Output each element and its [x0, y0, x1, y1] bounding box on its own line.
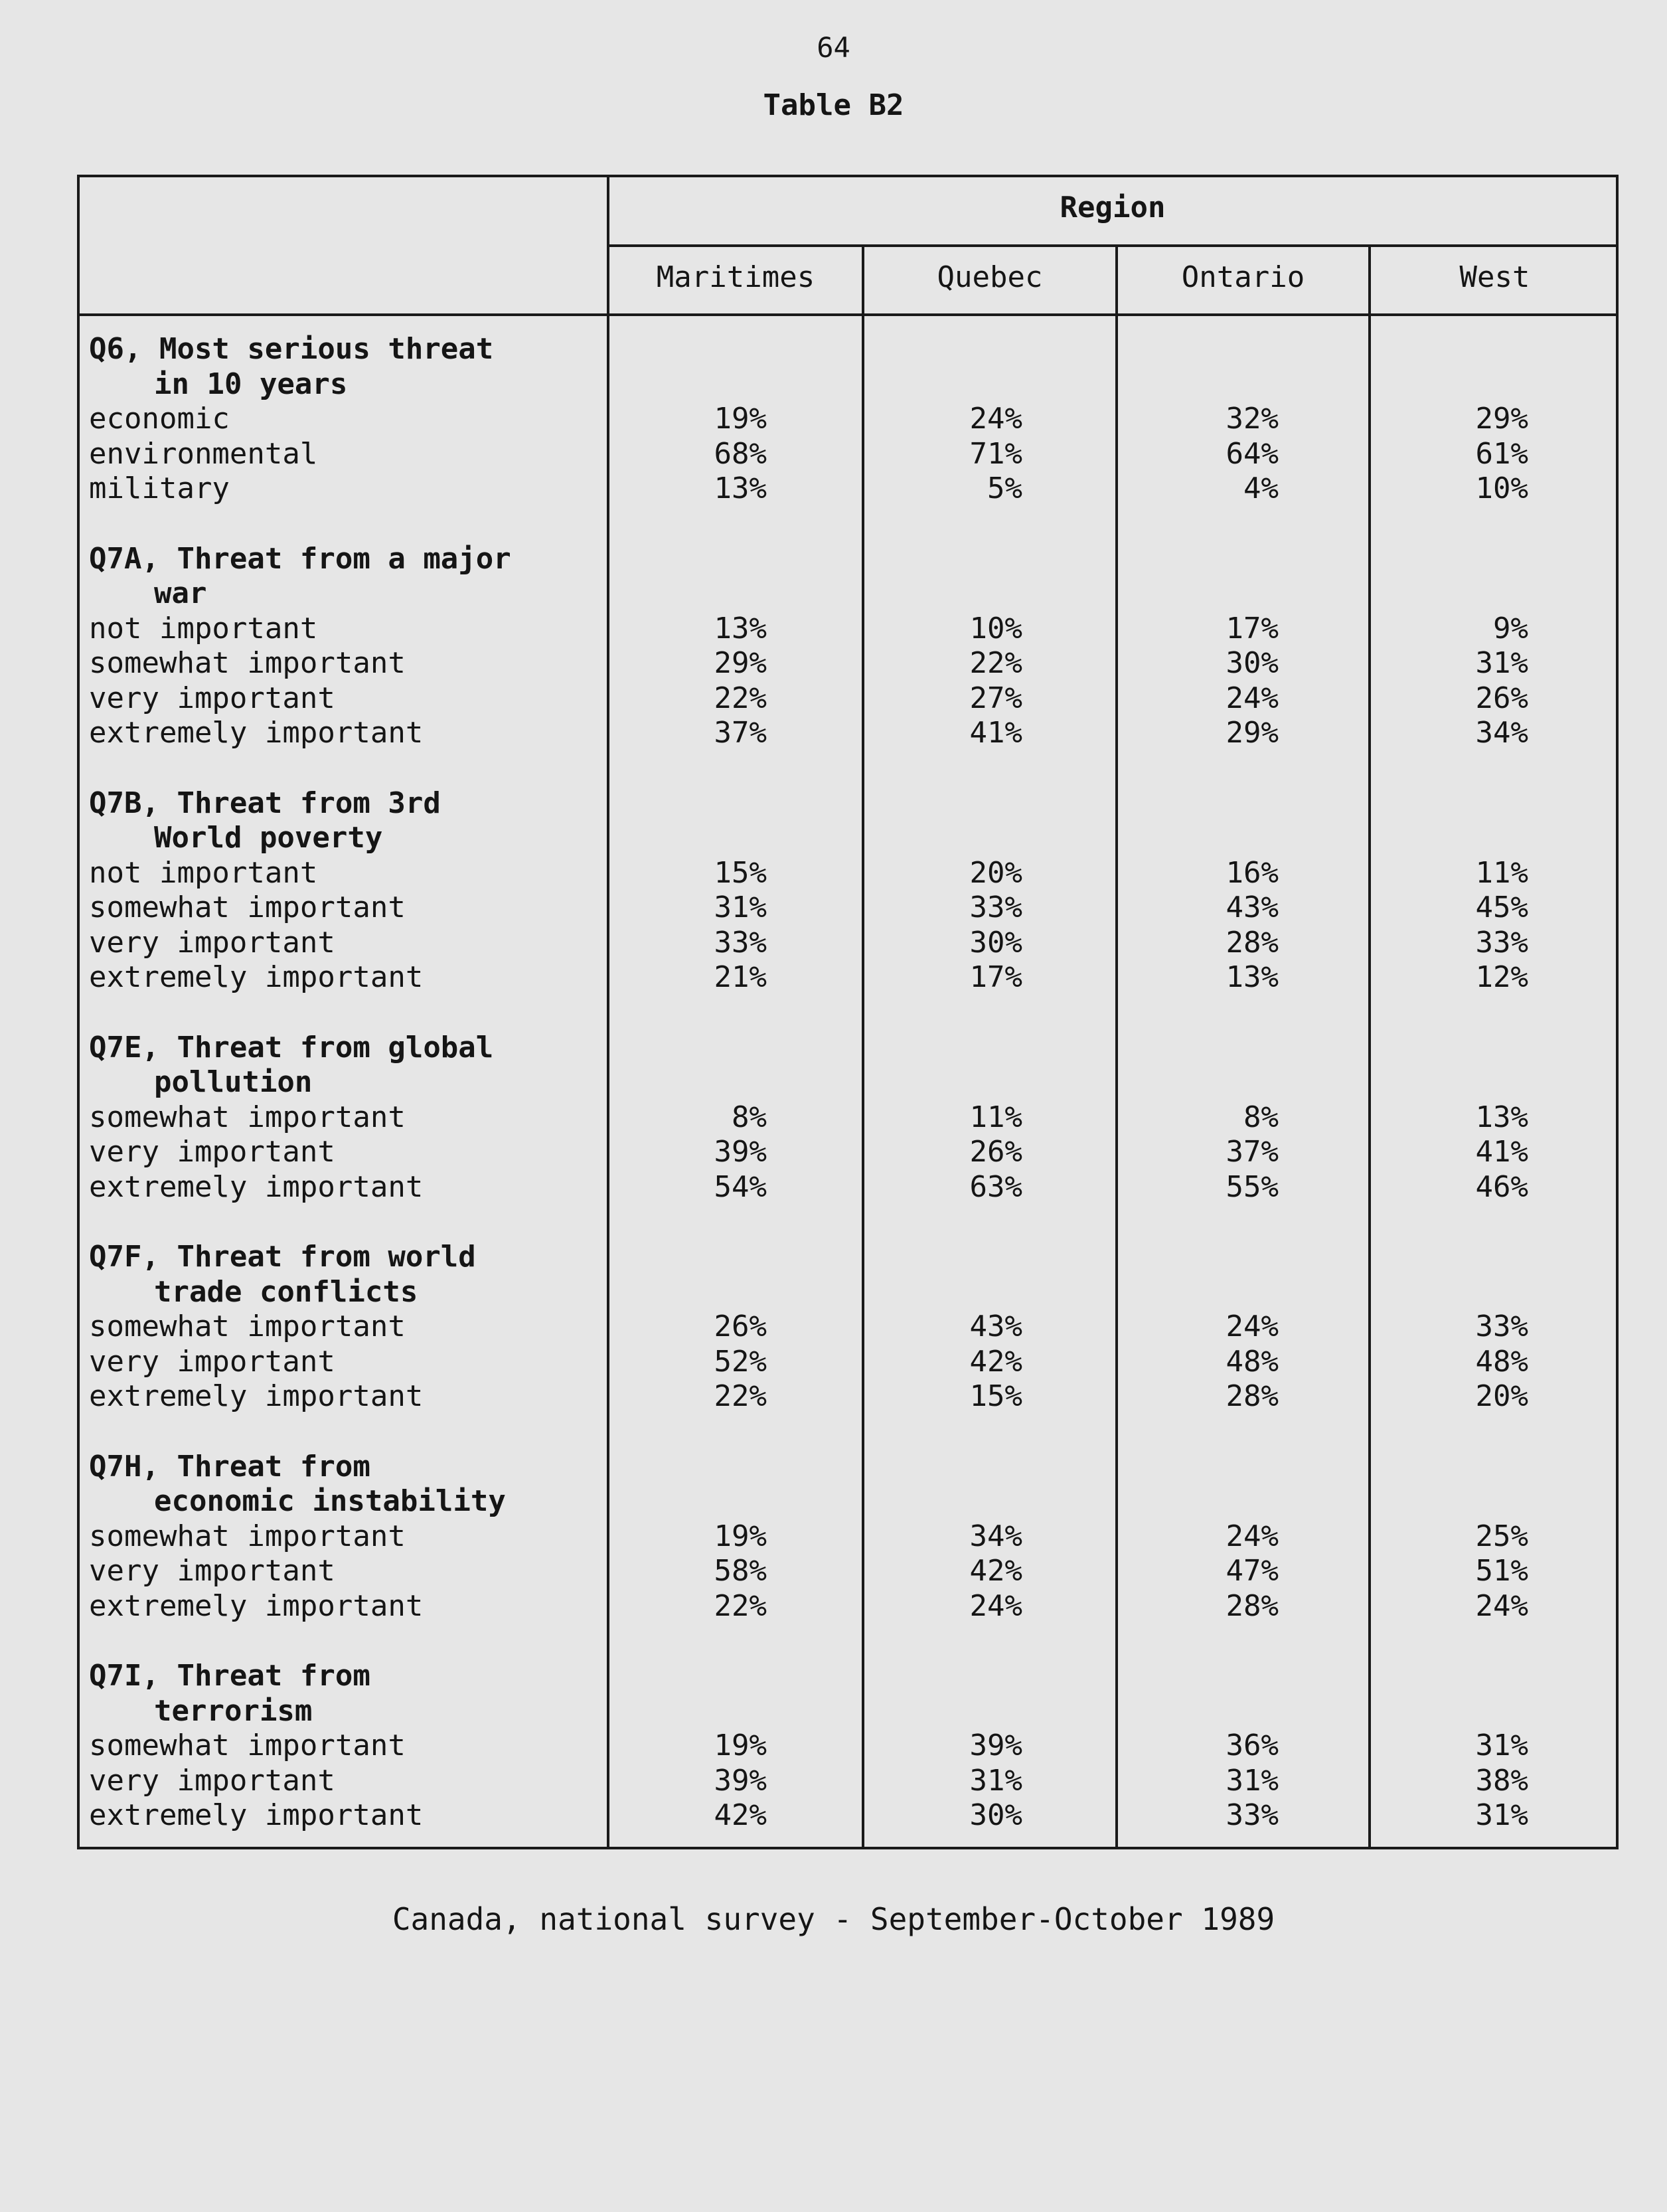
cell-value: 24% [1226, 1519, 1279, 1553]
cell-value: 17% [1226, 611, 1279, 645]
row-label: somewhat important [89, 1519, 406, 1553]
column-header-west: West [1459, 260, 1530, 294]
cell-value: 21% [714, 960, 767, 994]
table-row [0, 1170, 1667, 1205]
table-row [0, 1554, 1667, 1588]
cell-value: 31% [714, 891, 767, 924]
cell-value: 5% [987, 471, 1022, 505]
table-row [0, 471, 1667, 506]
cell-value: 30% [969, 1798, 1022, 1832]
table-row [0, 1798, 1667, 1833]
section-title: pollution [154, 1065, 313, 1099]
cell-value: 33% [1226, 1798, 1279, 1832]
cell-value: 33% [1475, 1310, 1528, 1343]
section-title-row [0, 1450, 1667, 1484]
region-header: Region [1060, 191, 1166, 224]
cell-value: 64% [1226, 436, 1279, 471]
table-row [0, 1100, 1667, 1135]
row-label: very important [89, 681, 335, 715]
table-row [0, 1310, 1667, 1344]
cell-value: 9% [1493, 611, 1528, 645]
section-title: Q7E, Threat from global [89, 1030, 494, 1064]
cell-value: 11% [1475, 855, 1528, 890]
cell-value: 13% [714, 471, 767, 505]
cell-value: 4% [1243, 471, 1279, 505]
table-row [0, 960, 1667, 995]
table-row [0, 437, 1667, 471]
cell-value: 45% [1475, 891, 1528, 924]
cell-value: 29% [1475, 402, 1528, 436]
section-title: economic instability [154, 1484, 506, 1518]
table-row [0, 1379, 1667, 1414]
cell-value: 22% [969, 646, 1022, 680]
cell-value: 36% [1226, 1729, 1279, 1762]
cell-value: 38% [1475, 1763, 1528, 1798]
table-row [0, 1345, 1667, 1379]
table-title: Table B2 [763, 88, 904, 122]
cell-value: 10% [969, 611, 1022, 645]
cell-value: 52% [714, 1344, 767, 1379]
table-row [0, 1589, 1667, 1624]
section-title-row [0, 1694, 1667, 1729]
row-label: extremely important [89, 1588, 424, 1623]
row-label: extremely important [89, 1798, 424, 1832]
cell-value: 28% [1226, 1379, 1279, 1413]
cell-value: 19% [714, 1729, 767, 1762]
cell-value: 42% [969, 1554, 1022, 1588]
cell-value: 54% [714, 1169, 767, 1204]
cell-value: 31% [1475, 646, 1528, 680]
section-title: in 10 years [154, 367, 348, 401]
section-title: Q7A, Threat from a major [89, 541, 511, 576]
cell-value: 15% [714, 855, 767, 890]
table-row [0, 1135, 1667, 1169]
cell-value: 31% [969, 1763, 1022, 1798]
row-label: not important [89, 855, 318, 890]
row-label: somewhat important [89, 1100, 406, 1134]
cell-value: 10% [1475, 471, 1528, 505]
cell-value: 17% [969, 960, 1022, 994]
row-label: extremely important [89, 960, 424, 994]
cell-value: 15% [969, 1379, 1022, 1413]
cell-value: 24% [1226, 681, 1279, 715]
row-label: not important [89, 611, 318, 645]
cell-value: 33% [969, 891, 1022, 924]
cell-value: 8% [732, 1100, 767, 1134]
section-title-row [0, 367, 1667, 402]
row-label: somewhat important [89, 891, 406, 924]
section-title: trade conflicts [154, 1274, 418, 1309]
table-row [0, 402, 1667, 436]
cell-value: 37% [1226, 1135, 1279, 1169]
row-label: extremely important [89, 1379, 424, 1413]
cell-value: 11% [969, 1100, 1022, 1134]
cell-value: 48% [1226, 1344, 1279, 1379]
row-label: economic [89, 402, 230, 436]
cell-value: 39% [714, 1763, 767, 1798]
cell-value: 42% [969, 1344, 1022, 1379]
cell-value: 63% [969, 1169, 1022, 1204]
cell-value: 29% [714, 646, 767, 680]
cell-value: 31% [1475, 1798, 1528, 1832]
page-number: 64 [817, 31, 850, 64]
cell-value: 48% [1475, 1344, 1528, 1379]
row-label: environmental [89, 436, 318, 471]
cell-value: 32% [1226, 402, 1279, 436]
row-label: very important [89, 1554, 335, 1588]
row-label: somewhat important [89, 646, 406, 680]
section-title-row [0, 821, 1667, 855]
row-label: extremely important [89, 1169, 424, 1204]
cell-value: 20% [1475, 1379, 1528, 1413]
cell-value: 28% [1226, 1588, 1279, 1623]
column-header-ontario: Ontario [1181, 260, 1305, 294]
cell-value: 13% [714, 611, 767, 645]
row-label: somewhat important [89, 1729, 406, 1762]
cell-value: 29% [1226, 716, 1279, 750]
cell-value: 19% [714, 1519, 767, 1553]
table-row [0, 681, 1667, 716]
row-label: very important [89, 1344, 335, 1379]
cell-value: 39% [969, 1729, 1022, 1762]
row-label: military [89, 471, 230, 505]
table-row [0, 1519, 1667, 1554]
table-row [0, 891, 1667, 925]
section-title: Q7H, Threat from [89, 1449, 370, 1484]
cell-value: 28% [1226, 925, 1279, 960]
section-title: Q6, Most serious threat [89, 332, 494, 366]
section-title: terrorism [154, 1693, 313, 1728]
table-row [0, 646, 1667, 681]
cell-value: 22% [714, 1588, 767, 1623]
column-header-maritimes: Maritimes [656, 260, 815, 294]
cell-value: 46% [1475, 1169, 1528, 1204]
cell-value: 26% [1475, 681, 1528, 715]
table-row [0, 856, 1667, 891]
section-title: World poverty [154, 821, 383, 855]
cell-value: 13% [1475, 1100, 1528, 1134]
cell-value: 33% [1475, 925, 1528, 960]
row-label: very important [89, 1763, 335, 1798]
cell-value: 26% [714, 1310, 767, 1343]
cell-value: 41% [969, 716, 1022, 750]
cell-value: 24% [969, 402, 1022, 436]
section-title-row [0, 576, 1667, 611]
cell-value: 16% [1226, 855, 1279, 890]
cell-value: 24% [1475, 1588, 1528, 1623]
cell-value: 68% [714, 436, 767, 471]
cell-value: 43% [969, 1310, 1022, 1343]
cell-value: 42% [714, 1798, 767, 1832]
row-label: very important [89, 925, 335, 960]
cell-value: 71% [969, 436, 1022, 471]
cell-value: 26% [969, 1135, 1022, 1169]
footer-note: Canada, national survey - September-October 1989 [392, 1901, 1275, 1937]
cell-value: 39% [714, 1135, 767, 1169]
section-title-row [0, 786, 1667, 821]
cell-value: 24% [969, 1588, 1022, 1623]
section-title-row [0, 1659, 1667, 1693]
section-title-row [0, 1031, 1667, 1065]
cell-value: 33% [714, 925, 767, 960]
section-title: war [154, 576, 207, 610]
cell-value: 12% [1475, 960, 1528, 994]
column-header-quebec: Quebec [937, 260, 1043, 294]
cell-value: 55% [1226, 1169, 1279, 1204]
cell-value: 31% [1226, 1763, 1279, 1798]
cell-value: 37% [714, 716, 767, 750]
table-row [0, 716, 1667, 750]
cell-value: 30% [969, 925, 1022, 960]
section-title-row [0, 1484, 1667, 1519]
cell-value: 22% [714, 681, 767, 715]
section-title-row [0, 1065, 1667, 1100]
cell-value: 34% [969, 1519, 1022, 1553]
cell-value: 13% [1226, 960, 1279, 994]
cell-value: 51% [1475, 1554, 1528, 1588]
cell-value: 30% [1226, 646, 1279, 680]
table-row [0, 1729, 1667, 1763]
cell-value: 34% [1475, 716, 1528, 750]
row-label: somewhat important [89, 1310, 406, 1343]
cell-value: 25% [1475, 1519, 1528, 1553]
cell-value: 31% [1475, 1729, 1528, 1762]
cell-value: 58% [714, 1554, 767, 1588]
section-title: Q7F, Threat from world [89, 1240, 476, 1274]
table-row [0, 926, 1667, 960]
section-title: Q7B, Threat from 3rd [89, 786, 441, 820]
cell-value: 27% [969, 681, 1022, 715]
section-title-row [0, 542, 1667, 576]
cell-value: 20% [969, 855, 1022, 890]
section-title-row [0, 1275, 1667, 1310]
table-row [0, 612, 1667, 646]
cell-value: 8% [1243, 1100, 1279, 1134]
table-row [0, 1764, 1667, 1798]
cell-value: 24% [1226, 1310, 1279, 1343]
cell-value: 47% [1226, 1554, 1279, 1588]
cell-value: 61% [1475, 436, 1528, 471]
row-label: extremely important [89, 716, 424, 750]
cell-value: 41% [1475, 1135, 1528, 1169]
cell-value: 19% [714, 402, 767, 436]
section-title: Q7I, Threat from [89, 1659, 370, 1693]
section-title-row [0, 1240, 1667, 1274]
cell-value: 22% [714, 1379, 767, 1413]
row-label: very important [89, 1135, 335, 1169]
cell-value: 43% [1226, 891, 1279, 924]
section-title-row [0, 332, 1667, 367]
